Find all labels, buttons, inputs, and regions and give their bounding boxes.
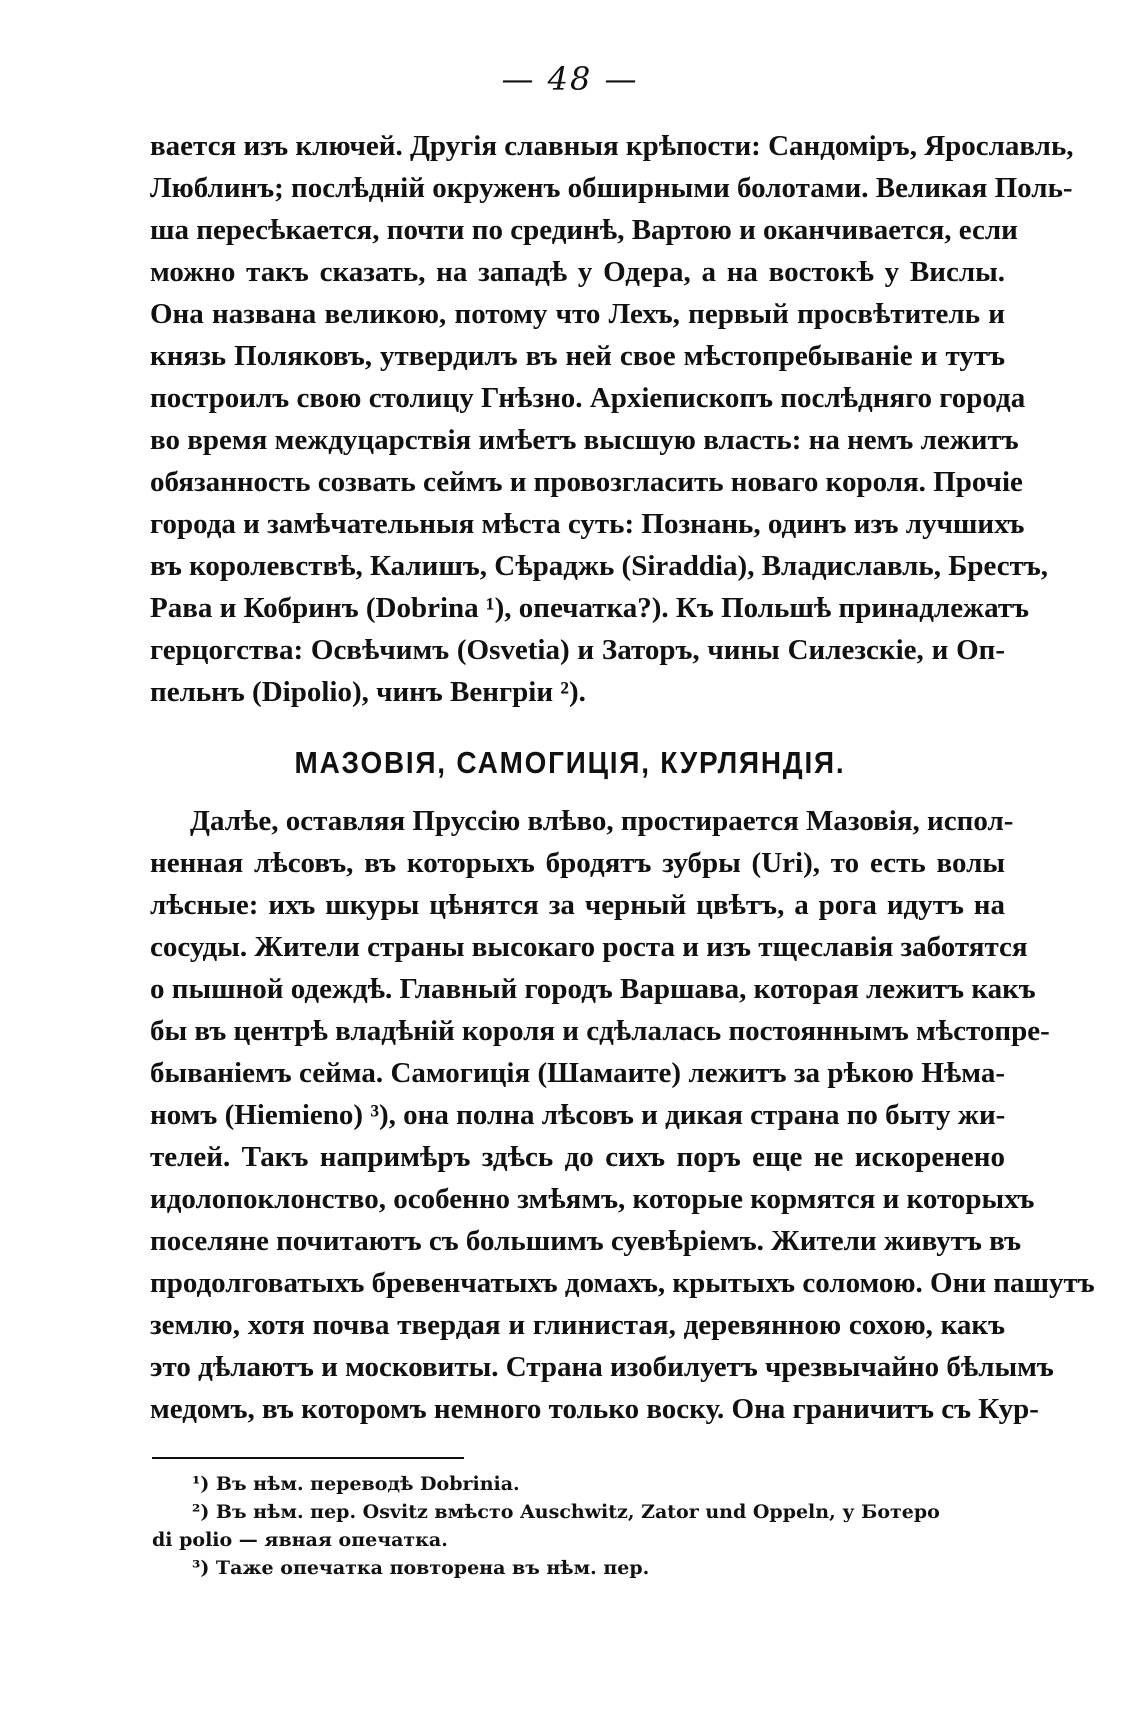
- text-line: города и замѣчательныя мѣста суть: Познань, одинъ изъ лучшихъ: [150, 508, 1025, 540]
- text-line: вается изъ ключей. Другія славныя крѣпости: Сандоміръ, Ярославль,: [150, 130, 1074, 162]
- text-line: это дѣлаютъ и московиты. Страна изобилуетъ чрезвычайно бѣлымъ: [150, 1351, 1054, 1383]
- text-line: герцогства: Освѣчимъ (Osvetia) и Заторъ, чины Силезскіе, и Оп-: [150, 634, 1005, 666]
- footnotes: [152, 1470, 1012, 1582]
- text-line: Она названа великою, потому что Лехъ, первый просвѣтитель и: [150, 298, 1005, 330]
- text-line: можно такъ сказать, на западѣ у Одера, а на востокѣ у Вислы.: [150, 256, 1005, 288]
- text-line: Далѣе, оставляя Пруссію влѣво, простирается Мазовія, испол-: [190, 805, 1014, 837]
- page-number: — 48 —: [501, 60, 639, 98]
- paragraph-2: [150, 800, 1095, 1430]
- text-line: идолопоклонство, особенно змѣямъ, которые кормятся и которыхъ: [150, 1183, 1035, 1215]
- section-heading: МАЗОВІЯ, САМОГИЦІЯ, КУРЛЯНДІЯ.: [294, 745, 846, 780]
- text-line: князь Поляковъ, утвердилъ въ ней свое мѣстопребываніе и тутъ: [150, 340, 1005, 372]
- text-line: землю, хотя почва твердая и глинистая, деревянною сохою, какъ: [150, 1309, 1005, 1341]
- text-line: поселяне почитаютъ съ большимъ суевѣріемъ. Жители живутъ въ: [150, 1225, 1022, 1257]
- footnote-3: ³) Таже опечатка повторена въ нѣм. пер.: [192, 1557, 650, 1579]
- text-line: построилъ свою столицу Гнѣзно. Архіепископъ послѣдняго города: [150, 382, 1026, 414]
- text-line: телей. Такъ напримѣръ здѣсь до сихъ поръ еще не искоренено: [150, 1141, 1005, 1173]
- footnote-divider: [152, 1457, 464, 1459]
- text-line: ша пересѣкается, почти по срединѣ, Вартою и оканчивается, если: [150, 214, 1018, 246]
- text-line: о пышной одеждѣ. Главный городъ Варшава, которая лежитъ какъ: [150, 973, 1036, 1005]
- text-line: обязанность созвать сеймъ и провозгласить новаго короля. Прочіе: [150, 466, 1023, 498]
- text-line: номъ (Hiemieno) ³), она полна лѣсовъ и дикая страна по быту жи-: [150, 1099, 1006, 1131]
- text-line: во время междуцарствія имѣетъ высшую власть: на немъ лежитъ: [150, 424, 1019, 456]
- footnote-2: ²) Въ нѣм. пер. Osvitz вмѣсто Auschwitz, Zator und Oppeln, у Ботеро: [192, 1501, 940, 1523]
- text-line: продолговатыхъ бревенчатыхъ домахъ, крытыхъ соломою. Они пашутъ: [150, 1267, 1095, 1299]
- text-line: сосуды. Жители страны высокаго роста и изъ тщеславія заботятся: [150, 931, 1028, 963]
- text-line: медомъ, въ которомъ немного только воску. Она граничитъ съ Кур-: [150, 1393, 1039, 1425]
- text-line: Люблинъ; послѣдній окруженъ обширными болотами. Великая Поль-: [150, 172, 1073, 204]
- footnote-1: ¹) Въ нѣм. переводѣ Dobrinia.: [192, 1473, 520, 1495]
- text-line: пельнъ (Dipolio), чинъ Венгріи ²).: [150, 676, 586, 708]
- text-line: бы въ центрѣ владѣній короля и сдѣлалась постояннымъ мѣстопре-: [150, 1015, 1050, 1047]
- footnote-2-continued: di polio — явная опечатка.: [152, 1529, 448, 1551]
- paragraph-1: [150, 125, 1074, 713]
- text-line: въ королевствѣ, Калишъ, Сѣраджь (Siraddia), Владиславль, Брестъ,: [150, 550, 1049, 582]
- text-line: ненная лѣсовъ, въ которыхъ бродятъ зубры (Uri), то есть волы: [150, 847, 1005, 879]
- text-line: быванiемъ сейма. Самогиція (Шамаите) лежитъ за рѣкою Нѣма-: [150, 1057, 1005, 1089]
- text-line: лѣсные: ихъ шкуры цѣнятся за черный цвѣтъ, а рога идутъ на: [150, 889, 1005, 921]
- text-line: Рава и Кобринъ (Dobrina ¹), опечатка?). Къ Польшѣ принадлежатъ: [150, 592, 1029, 624]
